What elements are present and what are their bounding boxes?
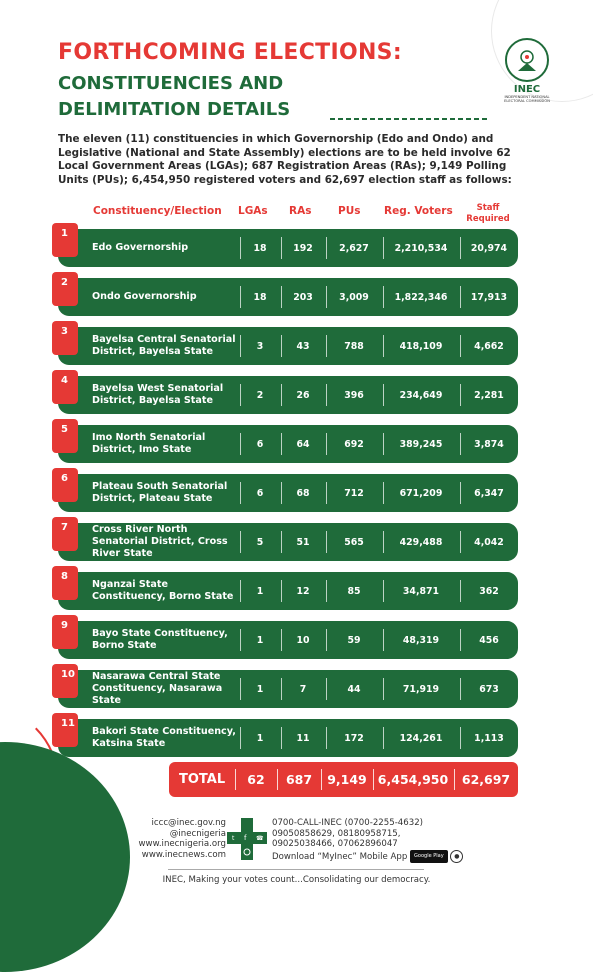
ras-value: 10: [296, 634, 310, 646]
pus-value: 692: [344, 438, 364, 450]
total-ras: 687: [285, 772, 313, 787]
app-store-icon[interactable]: ●: [450, 850, 463, 863]
voters-value: 389,245: [399, 438, 443, 450]
download-text: Download “MyInec” Mobile App: [272, 851, 408, 862]
staff-value: 17,913: [470, 291, 508, 303]
phone-numbers-1: 09050858629, 08180958715,: [272, 828, 401, 839]
table-row: [52, 278, 518, 316]
row-bar: [58, 670, 518, 708]
voters-value: 48,319: [402, 634, 440, 646]
inec-logo: [498, 38, 556, 104]
footer-divider: [168, 869, 424, 870]
row-bar: [58, 474, 518, 512]
staff-value: 673: [479, 683, 499, 695]
ras-value: 203: [293, 291, 313, 303]
column-header-pus: PUs: [338, 205, 361, 217]
pus-value: 2,627: [339, 242, 369, 254]
lgas-value: 2: [256, 389, 264, 401]
total-row: [169, 762, 518, 797]
ras-value: 192: [293, 242, 313, 254]
row-number-badge: 5: [52, 419, 78, 453]
constituency-name: Bayelsa Central Senatorial District, Bayelsa State: [92, 334, 236, 357]
row-bar: [58, 327, 518, 365]
row-number-badge: 9: [52, 615, 78, 649]
constituency-name: Bayo State Constituency, Borno State: [92, 628, 228, 651]
ras-value: 43: [296, 340, 310, 352]
google-play-button[interactable]: Google Play: [410, 850, 448, 863]
constituency-name: Bayelsa West Senatorial District, Bayelsa State: [92, 383, 224, 406]
svg-text:f: f: [244, 834, 247, 842]
column-header-lgas: LGAs: [238, 205, 268, 217]
news-link[interactable]: www.inecnews.com: [141, 849, 226, 860]
table-row: [52, 376, 518, 414]
staff-value: 1,113: [474, 732, 504, 744]
row-number-badge: 1: [52, 223, 78, 257]
table-row: [52, 474, 518, 512]
ras-value: 12: [296, 585, 310, 597]
voters-value: 671,209: [399, 487, 443, 499]
logo-subtext: INDEPENDENT NATIONAL ELECTORAL COMMISSION: [504, 95, 550, 104]
row-number-badge: 11: [52, 713, 78, 747]
row-number-badge: 10: [52, 664, 78, 698]
pus-value: 3,009: [339, 291, 369, 303]
social-icons: [227, 818, 267, 860]
contact-links: [110, 818, 226, 860]
row-bar: [58, 572, 518, 610]
row-bar: [58, 425, 518, 463]
ras-value: 7: [299, 683, 307, 695]
row-bar: [58, 621, 518, 659]
table-row: [52, 621, 518, 659]
row-bar: [58, 229, 518, 267]
pus-value: 712: [344, 487, 364, 499]
pus-value: 396: [344, 389, 364, 401]
ras-value: 68: [296, 487, 310, 499]
column-header-ras: RAs: [289, 205, 312, 217]
voters-value: 34,871: [402, 585, 440, 597]
constituency-name: Cross River North Senatorial District, Cross River State: [92, 524, 228, 559]
table-row: [52, 572, 518, 610]
staff-value: 4,662: [474, 340, 504, 352]
ras-value: 11: [296, 732, 310, 744]
title-divider: [330, 118, 490, 120]
svg-text:☎: ☎: [256, 835, 264, 842]
voters-value: 234,649: [399, 389, 443, 401]
row-number-badge: 8: [52, 566, 78, 600]
table-row: [52, 523, 518, 561]
table-row: [52, 425, 518, 463]
table-row: [52, 229, 518, 267]
social-handle[interactable]: @inecnigeria: [169, 828, 226, 839]
voters-value: 1,822,346: [394, 291, 448, 303]
page-subtitle-line1: CONSTITUENCIES AND: [58, 73, 284, 94]
row-number-badge: 4: [52, 370, 78, 404]
row-number-badge: 7: [52, 517, 78, 551]
phone-contacts: [272, 818, 492, 863]
pus-value: 59: [347, 634, 361, 646]
lgas-value: 6: [256, 438, 264, 450]
page-subtitle-line2: DELIMITATION DETAILS: [58, 99, 291, 120]
table-row: [52, 327, 518, 365]
table-row: [52, 670, 518, 708]
row-bar: [58, 523, 518, 561]
constituency-name: Nganzai State Constituency, Borno State: [92, 579, 234, 602]
total-staff: 62,697: [461, 772, 511, 787]
column-header-reg-voters: Reg. Voters: [384, 205, 453, 217]
constituency-name: Ondo Governorship: [92, 291, 197, 302]
constituency-name: Edo Governorship: [92, 242, 189, 253]
lgas-value: 6: [256, 487, 264, 499]
inec-seal-icon: [505, 38, 549, 82]
phone-numbers-2: 09025038466, 07062896047: [272, 839, 398, 850]
lgas-value: 1: [256, 683, 264, 695]
pus-value: 788: [344, 340, 364, 352]
total-label: TOTAL: [179, 772, 226, 787]
intro-paragraph: The eleven (11) constituencies in which Governorship (Edo and Ondo) and Legislative (National and State Assembly) elections are to be held involve 62 Local Government Areas (LGAs); 687 Registration Areas (RAs); 9,149 Polling Units (PUs); 6,454,950 registered voters and 62,697 election staff as follows:: [58, 133, 512, 186]
ras-value: 51: [296, 536, 310, 548]
pus-value: 85: [347, 585, 361, 597]
column-header-staff: Staff Required: [466, 203, 510, 224]
svg-text:t: t: [232, 835, 235, 842]
pus-value: 44: [347, 683, 361, 695]
voters-value: 2,210,534: [394, 242, 448, 254]
staff-value: 2,281: [474, 389, 504, 401]
row-number-badge: 2: [52, 272, 78, 306]
pus-value: 565: [344, 536, 364, 548]
footer-tagline: INEC, Making your votes count...Consolidating our democracy.: [162, 875, 431, 885]
constituency-name: Bakori State Constituency, Katsina State: [92, 726, 236, 749]
voters-value: 124,261: [399, 732, 443, 744]
lgas-value: 1: [256, 732, 264, 744]
lgas-value: 5: [256, 536, 264, 548]
voters-value: 71,919: [402, 683, 440, 695]
staff-value: 6,347: [474, 487, 504, 499]
total-voters: 6,454,950: [377, 772, 449, 787]
staff-value: 3,874: [474, 438, 504, 450]
staff-value: 456: [479, 634, 499, 646]
staff-value: 4,042: [474, 536, 504, 548]
staff-value: 20,974: [470, 242, 508, 254]
download-line: [272, 850, 492, 863]
voters-value: 418,109: [399, 340, 443, 352]
logo-text: INEC: [513, 84, 541, 95]
constituency-name: Imo North Senatorial District, Imo State: [92, 432, 206, 455]
total-pus: 9,149: [327, 772, 367, 787]
lgas-value: 18: [253, 242, 267, 254]
website-link[interactable]: www.inecnigeria.org: [138, 839, 226, 850]
row-bar: [58, 719, 518, 757]
row-bar: [58, 278, 518, 316]
row-number-badge: 6: [52, 468, 78, 502]
row-number-badge: 3: [52, 321, 78, 355]
table-row: [52, 719, 518, 757]
ras-value: 64: [296, 438, 310, 450]
constituency-name: Nasarawa Central State Constituency, Nasarawa State: [92, 671, 223, 706]
column-header-constituency: Constituency/Election: [93, 205, 222, 217]
lgas-value: 1: [256, 585, 264, 597]
page-title: FORTHCOMING ELECTIONS:: [58, 40, 402, 65]
ras-value: 26: [296, 389, 310, 401]
staff-value: 362: [479, 585, 499, 597]
constituency-name: Plateau South Senatorial District, Plateau State: [92, 481, 228, 504]
total-lgas: 62: [247, 772, 265, 787]
voters-value: 429,488: [399, 536, 443, 548]
pus-value: 172: [344, 732, 364, 744]
lgas-value: 18: [253, 291, 267, 303]
row-bar: [58, 376, 518, 414]
call-line: 0700-CALL-INEC (0700-2255-4632): [272, 818, 424, 828]
lgas-value: 1: [256, 634, 264, 646]
lgas-value: 3: [256, 340, 264, 352]
email-link[interactable]: iccc@inec.gov.ng: [151, 818, 226, 828]
